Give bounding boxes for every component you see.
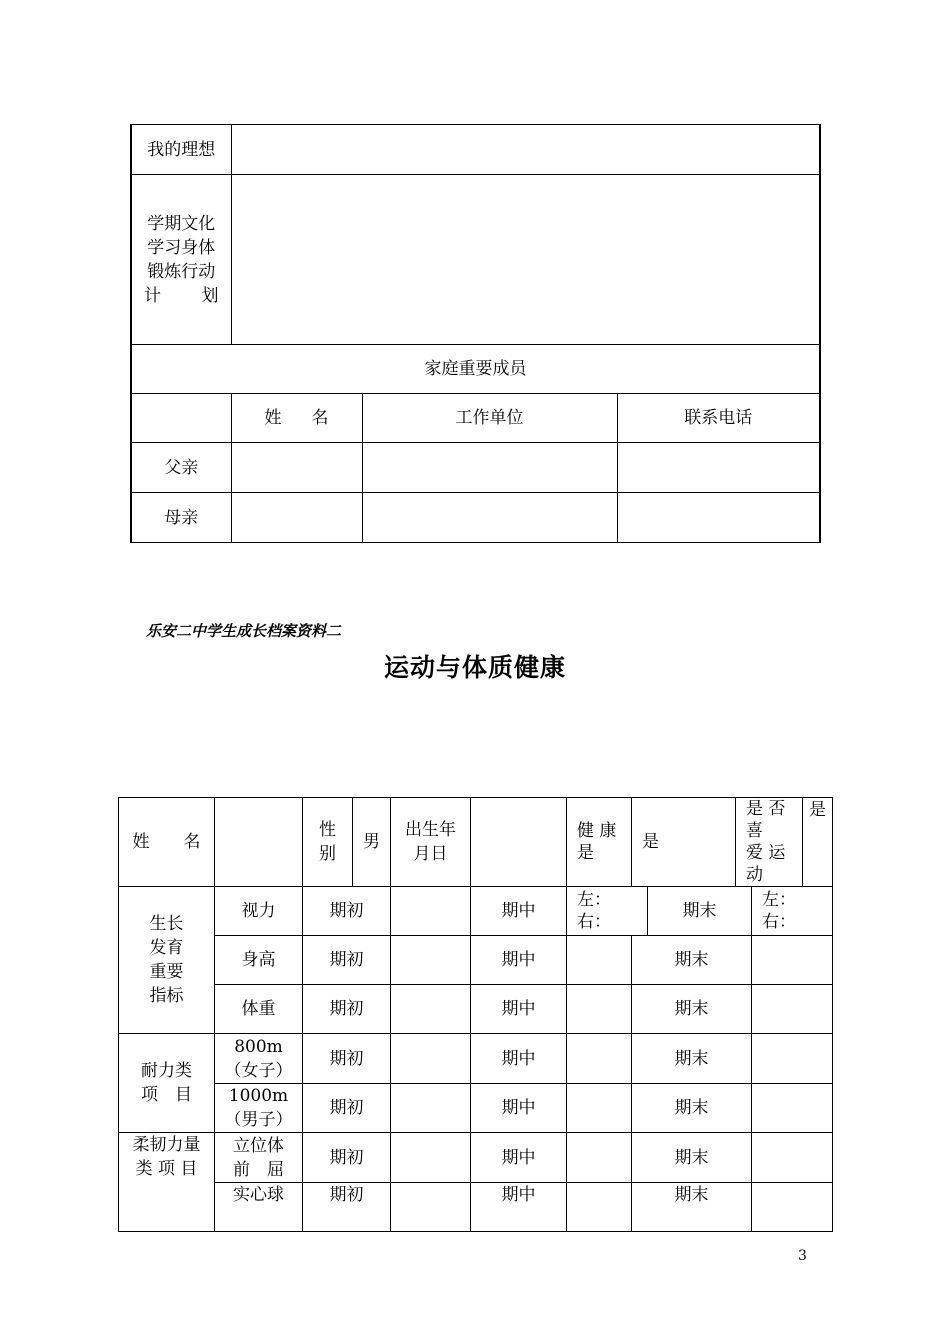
height-begin-field[interactable] [391,936,471,985]
vision-begin-field[interactable] [391,887,471,936]
medicine-ball-label: 实心球 [215,1183,303,1232]
run800-label: 800m （女子） [215,1034,303,1084]
plan-label [131,175,231,345]
sit-reach-end-field[interactable] [752,1133,833,1183]
sit-reach-middle-label: 期中 [471,1133,567,1183]
sit-reach-begin-field[interactable] [391,1133,471,1183]
left-eye-label: 左： [577,890,611,910]
plan-label-line-3: 锻炼行动 [147,261,216,282]
right-eye-label: 右： [762,912,796,932]
plan-family-table [130,124,821,543]
mother-name-field[interactable] [231,493,362,543]
family-header: 家庭重要成员 [131,345,820,394]
run1000-end-label: 期末 [632,1084,752,1133]
height-middle-label: 期中 [471,936,567,985]
height-begin-label: 期初 [303,936,391,985]
run800-begin-field[interactable] [391,1034,471,1084]
vision-label: 视力 [215,887,303,936]
height-label: 身高 [215,936,303,985]
medicine-ball-end-label: 期末 [632,1183,752,1232]
right-eye-label: 右： [577,912,611,932]
section-subtitle: 乐安二中学生成长档案资料二 [146,622,342,640]
gender-value: 男 [353,798,391,887]
run1000-end-field[interactable] [752,1084,833,1133]
healthy-label: 健 康 是 [567,798,632,887]
father-name-field[interactable] [231,443,362,493]
plan-label-line-1: 学期文化 [147,213,216,234]
medicine-ball-begin-field[interactable] [391,1183,471,1232]
mother-label: 母亲 [131,493,231,543]
weight-end-field[interactable] [752,985,833,1034]
weight-middle-label: 期中 [471,985,567,1034]
height-end-label: 期末 [632,936,752,985]
birth-field[interactable] [471,798,567,887]
ideal-label: 我的理想 [131,125,231,175]
col-name: 姓 名 [231,394,362,443]
weight-middle-field[interactable] [567,985,632,1034]
birth-label: 出生年 月日 [391,798,471,887]
vision-end-field[interactable] [752,887,833,936]
father-phone-field[interactable] [617,443,820,493]
health-table [118,797,833,1232]
run800-begin-label: 期初 [303,1034,391,1084]
mother-phone-field[interactable] [617,493,820,543]
plan-label-line-4: 计 划 [144,285,219,306]
run1000-middle-label: 期中 [471,1084,567,1133]
name-field[interactable] [215,798,303,887]
father-work-field[interactable] [362,443,617,493]
gender-label: 性 别 [303,798,353,887]
ideal-field[interactable] [231,125,820,175]
col-phone: 联系电话 [617,394,820,443]
run800-end-field[interactable] [752,1034,833,1084]
sit-reach-label: 立位体 前 屈 [215,1133,303,1183]
run1000-middle-field[interactable] [567,1084,632,1133]
blank-header-cell [131,394,231,443]
father-label: 父亲 [131,443,231,493]
left-eye-label: 左： [762,890,796,910]
growth-group-label: 生长 发育 重要 指标 [119,887,215,1034]
page-title: 运动与体质健康 [383,653,566,682]
height-middle-field[interactable] [567,936,632,985]
endurance-group-label: 耐力类 项 目 [119,1034,215,1133]
flex-group-label: 柔韧力量 类 项 目 [119,1133,215,1232]
run800-end-label: 期末 [632,1034,752,1084]
page-number: 3 [798,1248,807,1264]
medicine-ball-middle-field[interactable] [567,1183,632,1232]
like-sport-label: 是 否 喜 爱 运动 [736,798,803,887]
run800-middle-field[interactable] [567,1034,632,1084]
col-work: 工作单位 [362,394,617,443]
weight-label: 体重 [215,985,303,1034]
medicine-ball-middle-label: 期中 [471,1183,567,1232]
healthy-value: 是 [632,798,736,887]
sit-reach-middle-field[interactable] [567,1133,632,1183]
vision-middle-field[interactable] [567,887,648,936]
like-sport-value: 是 [803,798,833,887]
height-end-field[interactable] [752,936,833,985]
plan-label-line-2: 学习身体 [147,237,216,258]
name-label: 姓 名 [119,798,215,887]
sit-reach-end-label: 期末 [632,1133,752,1183]
sit-reach-begin-label: 期初 [303,1133,391,1183]
weight-begin-label: 期初 [303,985,391,1034]
vision-end-label: 期末 [648,887,752,936]
vision-middle-label: 期中 [471,887,567,936]
mother-work-field[interactable] [362,493,617,543]
weight-end-label: 期末 [632,985,752,1034]
vision-begin-label: 期初 [303,887,391,936]
run1000-begin-label: 期初 [303,1084,391,1133]
weight-begin-field[interactable] [391,985,471,1034]
plan-field[interactable] [231,175,820,345]
medicine-ball-end-field[interactable] [752,1183,833,1232]
run1000-label: 1000m （男子） [215,1084,303,1133]
run800-middle-label: 期中 [471,1034,567,1084]
medicine-ball-begin-label: 期初 [303,1183,391,1232]
run1000-begin-field[interactable] [391,1084,471,1133]
